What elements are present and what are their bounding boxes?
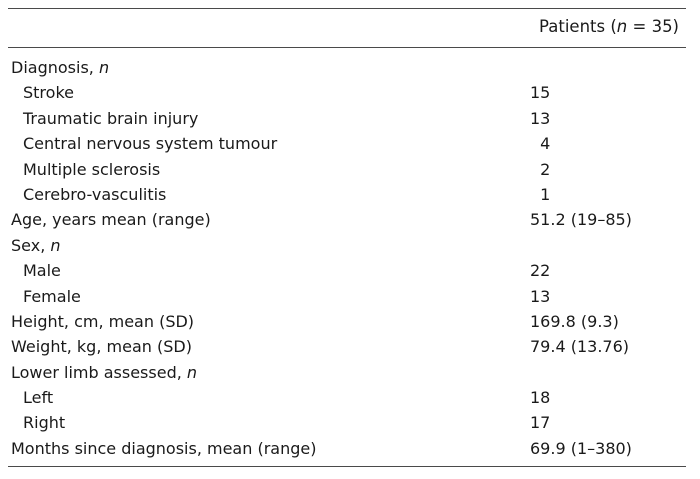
table-row: [0, 258, 700, 283]
table-body: [0, 55, 700, 461]
table-row: [0, 436, 700, 461]
row-label-text: Female: [23, 286, 81, 306]
row-label: [23, 385, 53, 410]
table-row: [0, 157, 700, 182]
row-value: 51.2 (19–85): [530, 210, 632, 230]
row-label-text: Months since diagnosis, mean (range): [11, 438, 317, 458]
row-value: 4: [530, 134, 551, 154]
table-row: [0, 131, 700, 156]
row-value: 13: [530, 286, 551, 306]
row-label-text: Lower limb assessed,: [11, 362, 187, 382]
row-value: 17: [530, 413, 551, 433]
row-label-text: Multiple sclerosis: [23, 159, 161, 179]
column-header-patients: [539, 17, 679, 36]
row-label: [11, 309, 194, 334]
table-bottom-rule: [8, 466, 686, 467]
row-label: [23, 284, 81, 309]
row-label: [23, 258, 61, 283]
row-label-text: Age, years mean (range): [11, 210, 211, 230]
table-row: [0, 410, 700, 435]
row-label: [23, 131, 277, 156]
row-label: [11, 360, 197, 385]
table-top-rule: [8, 8, 686, 9]
table-header-rule: [8, 47, 686, 48]
row-label-text: Diagnosis,: [11, 58, 99, 77]
row-label: [23, 182, 166, 207]
row-value: 79.4 (13.76): [530, 337, 629, 357]
row-label-text: Cerebro-vasculitis: [23, 184, 167, 204]
row-label-text: Weight, kg, mean (SD): [11, 337, 192, 357]
row-value: 15: [530, 83, 551, 103]
row-value: 169.8 (9.3): [530, 311, 619, 331]
table-row: [0, 106, 700, 131]
row-label: [11, 334, 192, 359]
row-label-text: Right: [23, 413, 66, 433]
row-label-italic: n: [186, 362, 198, 382]
header-n-symbol: n: [616, 17, 628, 36]
row-value: 22: [530, 261, 551, 281]
row-label-italic: n: [98, 58, 110, 77]
table-row: [0, 207, 700, 232]
row-label: [11, 207, 211, 232]
header-prefix: Patients (: [539, 17, 617, 36]
header-suffix: = 35): [627, 17, 679, 36]
row-label: [11, 233, 61, 258]
row-value: 2: [530, 159, 551, 179]
row-label: [23, 410, 65, 435]
row-label-text: Height, cm, mean (SD): [11, 311, 195, 331]
row-label-italic: n: [50, 235, 61, 255]
table-row: [0, 385, 700, 410]
row-value: 18: [530, 388, 551, 408]
row-value: 1: [530, 184, 551, 204]
row-label-text: Male: [23, 261, 61, 281]
row-label: [11, 436, 316, 461]
row-value: 69.9 (1–380): [530, 438, 632, 458]
row-label: [23, 157, 160, 182]
table-row: [0, 284, 700, 309]
row-label-text: Central nervous system tumour: [23, 134, 278, 154]
row-label-text: Stroke: [23, 83, 74, 103]
table-row: [0, 233, 700, 258]
row-label: [23, 80, 74, 105]
table-row: [0, 309, 700, 334]
table-row: [0, 334, 700, 359]
table-row: [0, 80, 700, 105]
table-row: [0, 360, 700, 385]
table-row: [0, 55, 700, 80]
table-row: [0, 182, 700, 207]
row-value: 13: [530, 108, 551, 128]
row-label-text: Left: [23, 388, 54, 408]
row-label-text: Traumatic brain injury: [23, 108, 199, 128]
row-label-text: Sex,: [11, 235, 51, 255]
row-label: [11, 55, 109, 80]
row-label: [23, 106, 198, 131]
